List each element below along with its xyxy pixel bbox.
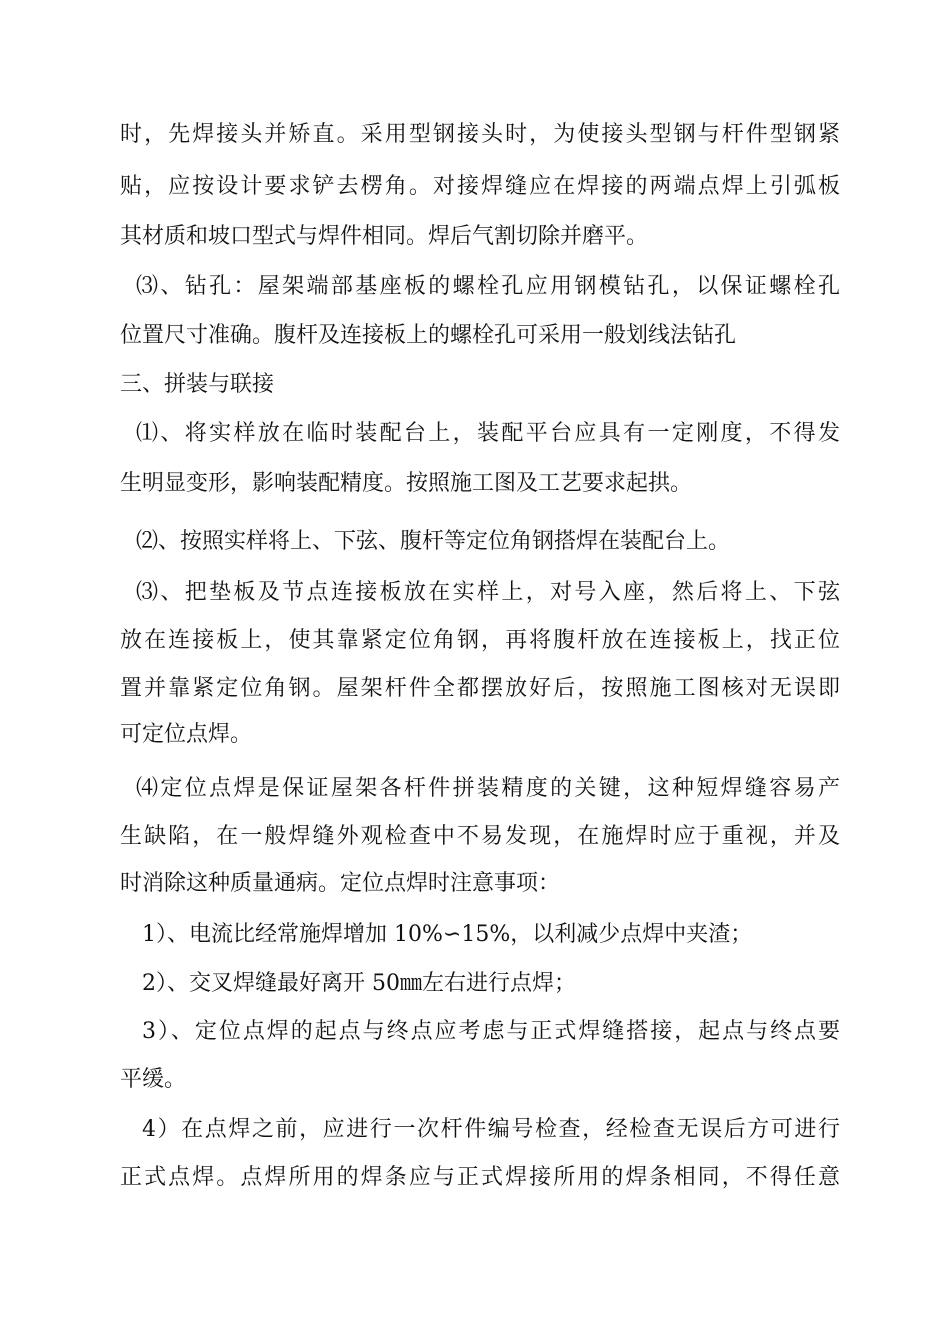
paragraph-line: 正式点焊。点焊所用的焊条应与正式焊接所用的焊条相同，不得任意 (120, 1165, 840, 1190)
paragraph-line: ⑴、将实样放在临时装配台上，装配平台应具有一定刚度，不得发 (136, 421, 840, 446)
paragraph-line: ⑶、把垫板及节点连接板放在实样上，对号入座，然后将上、下弦 (136, 580, 840, 605)
list-item: 2）、交叉焊缝最好离开 50㎜左右进行点焊； (142, 971, 576, 996)
paragraph-line: 可定位点焊。 (120, 722, 253, 747)
paragraph-line: ⑵、按照实样将上、下弦、腹杆等定位角钢搭焊在装配台上。 (136, 529, 731, 554)
list-item: 1）、电流比经常施焊增加 10%∽15%，以利减少点焊中夹渣； (142, 922, 753, 947)
paragraph-line: 时消除这种质量通病。定位点焊时注意事项： (120, 871, 561, 896)
section-heading: 三、拼装与联接 (120, 372, 275, 397)
list-item: 3）、定位点焊的起点与终点应考虑与正式焊缝搭接，起点与终点要 (142, 1019, 840, 1044)
paragraph-line: ⑶、钻孔：屋架端部基座板的螺栓孔应用钢模钻孔，以保证螺栓孔 (136, 274, 840, 299)
paragraph-line: 位置尺寸准确。腹杆及连接板上的螺栓孔可采用一般划线法钻孔 (120, 323, 737, 348)
paragraph-line: 放在连接板上，使其靠紧定位角钢，再将腹杆放在连接板上，找正位 (120, 628, 840, 653)
paragraph-line: 置并靠紧定位角钢。屋架杆件全都摆放好后，按照施工图核对无误即 (120, 676, 840, 701)
paragraph-line: 平缓。 (120, 1067, 187, 1092)
paragraph-line: 生缺陷，在一般焊缝外观检查中不易发现，在施焊时应于重视，并及 (120, 824, 840, 849)
paragraph-line: 生明显变形，影响装配精度。按照施工图及工艺要求起拱。 (120, 471, 693, 496)
paragraph-line: 贴，应按设计要求铲去楞角。对接焊缝应在焊接的两端点焊上引弧板 (120, 174, 840, 199)
list-item: 4）在点焊之前，应进行一次杆件编号检查，经检查无误后方可进行 (142, 1117, 840, 1142)
paragraph-line: ⑷定位点焊是保证屋架各杆件拼装精度的关键，这种短焊缝容易产 (136, 776, 840, 801)
paragraph-line: 时，先焊接头并矫直。采用型钢接头时，为使接头型钢与杆件型钢紧 (120, 122, 840, 147)
paragraph-line: 其材质和坡口型式与焊件相同。焊后气割切除并磨平。 (120, 224, 649, 249)
